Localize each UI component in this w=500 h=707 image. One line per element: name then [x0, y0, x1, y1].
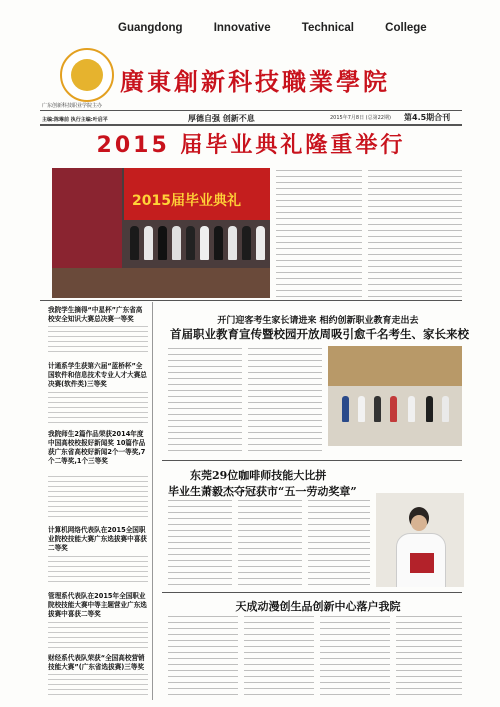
- section-rule: [162, 592, 462, 593]
- stage-banner: [124, 168, 270, 220]
- issue-number: 第4.5期合刊: [404, 113, 451, 122]
- brief-body: [48, 674, 148, 698]
- article-text-column: [320, 616, 390, 700]
- person: [130, 226, 139, 260]
- graduation-ceremony-photo: [52, 168, 270, 298]
- person: [426, 396, 433, 422]
- brief-body: [48, 556, 148, 586]
- brief-title: 计通系学生获第六届“蓝桥杯”全国软件和信息技术专业人才大赛总决赛(软件类)三等奖: [48, 362, 147, 388]
- person: [342, 396, 349, 422]
- article-text-column: [168, 500, 232, 590]
- person: [242, 226, 251, 260]
- brief-body: [48, 326, 148, 356]
- article-text-column: [396, 616, 462, 700]
- article-text-column: [238, 500, 302, 590]
- stage-floor: [52, 268, 270, 298]
- person: [256, 226, 265, 260]
- brief-body: [48, 622, 148, 648]
- brief-title: 我院学生摘得“中星杯”广东省高校安全知识大赛总决赛一等奖: [48, 306, 143, 323]
- info-bar-top-rule: [40, 110, 462, 111]
- article-1-headline: 首届职业教育宣传暨校园开放周吸引愈千名考生、家长来校: [170, 327, 469, 341]
- section-rule: [40, 300, 462, 301]
- logo-caption: 广东创新科技职业学院主办: [42, 103, 103, 109]
- person: [358, 396, 365, 422]
- article-text-column: [168, 348, 242, 454]
- article-text-column: [368, 170, 462, 298]
- article-2-headline-line-1: 东莞29位咖啡师技能大比拼: [190, 469, 327, 482]
- portrait-face: [411, 515, 427, 531]
- article-2-headline-line-2: 毕业生萧毅杰夺冠获市“五一劳动奖章”: [168, 485, 357, 498]
- person: [374, 396, 381, 422]
- article-text-column: [244, 616, 314, 700]
- section-rule: [162, 460, 462, 461]
- photo-background: [328, 346, 462, 386]
- brief-title: 财经系代表队荣获“全国高校营销技能大赛”(广东省选拔赛)三等奖: [48, 654, 145, 671]
- brief-title: 管理系代表队在2015年全国职业院校技能大赛中等主题营业广东选拔赛中喜获二等奖: [48, 592, 147, 618]
- person: [144, 226, 153, 260]
- school-motto: 厚德自强 创新不息: [188, 114, 255, 123]
- masthead-chinese: 廣東創新科技職業學院: [120, 67, 390, 96]
- award-certificate: [410, 553, 434, 573]
- person: [408, 396, 415, 422]
- info-bar-bottom-rule: [40, 124, 462, 126]
- person: [200, 226, 209, 260]
- person: [442, 396, 449, 422]
- person: [214, 226, 223, 260]
- brief-body: [48, 476, 148, 520]
- masthead-english: Guangdong Innovative Technical College: [118, 22, 427, 34]
- article-3-headline: 天成动漫创生品创新中心落户我院: [235, 600, 401, 613]
- front-page-headline: 2015 届毕业典礼隆重举行: [96, 133, 406, 158]
- editor-info: 主编:陈琳前 执行主编:叶启平: [42, 117, 108, 123]
- brief-title: 计算机网络代表队在2015全国职业院校技能大赛广东选拔赛中喜获二等奖: [48, 526, 147, 552]
- college-logo-icon: [60, 48, 114, 102]
- article-text-column: [276, 170, 362, 298]
- brief-title: 我院师生2篇作品荣获2014年度中国高校校报好新闻奖 10篇作品获广东省高校好新闻2个一等奖,7个二等奖,1个三等奖: [48, 430, 146, 465]
- person: [228, 226, 237, 260]
- person: [390, 396, 397, 422]
- person: [186, 226, 195, 260]
- award-winner-portrait: [376, 493, 464, 587]
- brief-body: [48, 392, 148, 424]
- article-text-column: [308, 500, 370, 590]
- article-1-kicker: 开门迎客考生家长请进来 相约创新职业教育走出去: [217, 316, 419, 326]
- news-briefs-sidebar: [48, 302, 153, 700]
- issue-date: 2015年7月8日 (总第22期): [330, 115, 391, 121]
- person: [172, 226, 181, 260]
- person: [158, 226, 167, 260]
- stage-banner-text: 2015届毕业典礼: [132, 193, 241, 209]
- article-text-column: [168, 616, 238, 700]
- article-text-column: [248, 348, 322, 454]
- campus-open-week-photo: [328, 346, 462, 446]
